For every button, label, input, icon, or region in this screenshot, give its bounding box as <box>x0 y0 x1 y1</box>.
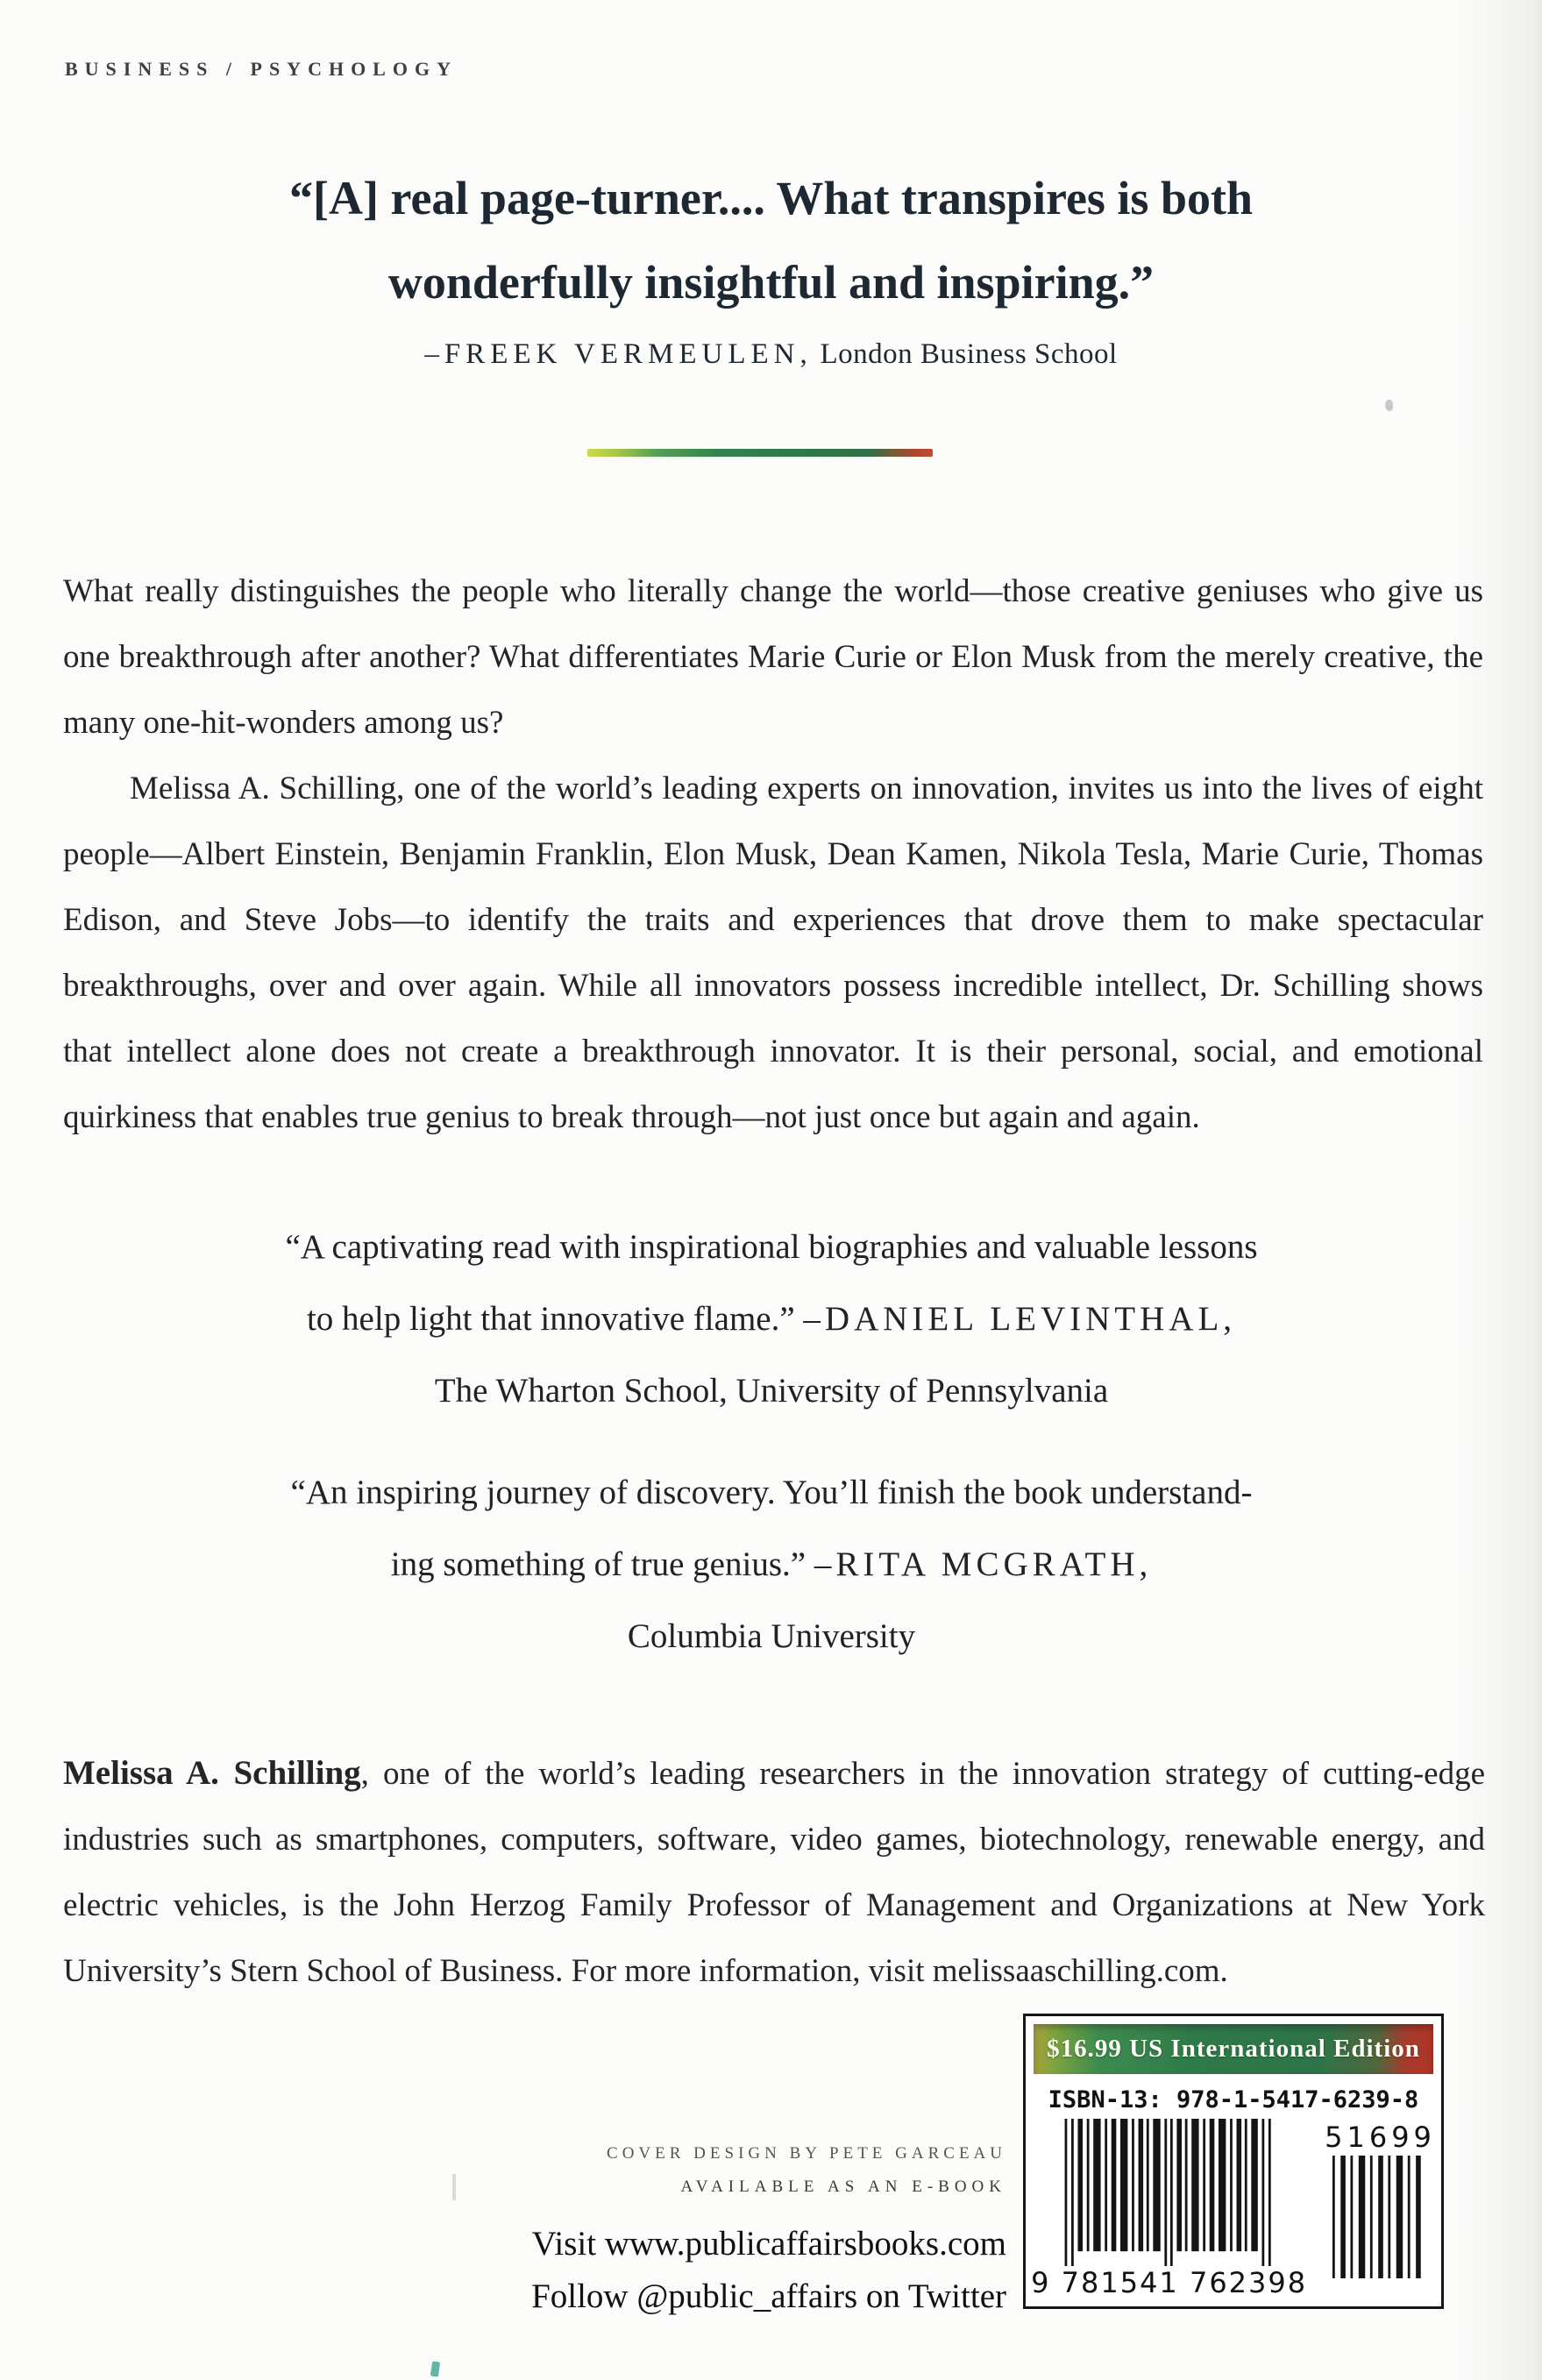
addon-digits: 51699 <box>1325 2121 1436 2154</box>
endorser-name: –DANIEL LEVINTHAL, <box>803 1300 1237 1338</box>
barcode-panel <box>1023 2014 1444 2309</box>
quote-text: ing something of true genius.” <box>390 1545 814 1583</box>
headline-line-2: wonderfully insightful and inspiring.” <box>387 256 1155 309</box>
endorsement-quote-levinthal <box>158 1211 1385 1427</box>
isbn-number: ISBN-13: 978-1-5417-6239-8 <box>1048 2086 1419 2114</box>
author-name: Melissa A. Schilling <box>63 1754 361 1792</box>
headline-attribution <box>0 338 1542 371</box>
publisher-website: Visit www.publicaffairsbooks.com <box>531 2225 1006 2263</box>
ean-barcode-bars <box>1057 2119 1282 2266</box>
price-banner <box>1034 2024 1433 2074</box>
attribution-name: –FREEK VERMEULEN, <box>424 338 813 370</box>
quote-line <box>158 1529 1385 1601</box>
quote-line <box>158 1283 1385 1355</box>
ebook-availability: AVAILABLE AS AN E-BOOK <box>680 2178 1006 2196</box>
endorser-affiliation: The Wharton School, University of Pennsylvania <box>434 1372 1109 1410</box>
author-bio <box>63 1740 1485 2004</box>
ean-digits: 9 781541 762398 <box>1031 2266 1308 2299</box>
cover-design-credit: COVER DESIGN BY PETE GARCEAU <box>607 2144 1006 2163</box>
body-paragraph-2: Melissa A. Schilling, one of the world’s leading experts on innovation, invites us into the lives of eight people—Albert Einstein, Benjamin Franklin, Elon Musk, Dean Kamen, Nikola Tesla, Marie Curie, Thomas Edison, and Steve Jobs—to identify the traits and experiences that drove them to make spectacular breakthroughs, over and over again. While all innovators possess incredible intellect, Dr. Schilling shows that intellect alone does not create a breakthrough innovator. It is their personal, social, and emotional quirkiness that enables true genius to break through—not just once but again and again. <box>63 771 1483 1135</box>
headline-line-1: “[A] real page-turner.... What transpires is both <box>288 172 1253 224</box>
headline-quote <box>0 156 1542 324</box>
barcode-row <box>1026 2119 1441 2299</box>
quote-line: “An inspiring journey of discovery. You’ll finish the book understand- <box>290 1474 1253 1511</box>
price-label: $16.99 US International Edition <box>1047 2035 1420 2063</box>
addon-barcode <box>1325 2119 1436 2278</box>
ean-barcode <box>1031 2119 1307 2299</box>
quote-line: “A captivating read with inspirational biographies and valuable lessons <box>285 1228 1258 1266</box>
publisher-twitter: Follow @public_affairs on Twitter <box>531 2277 1006 2315</box>
endorser-affiliation: Columbia University <box>627 1617 916 1655</box>
category-label: BUSINESS / PSYCHOLOGY <box>65 58 458 80</box>
endorsement-quote-mcgrath <box>158 1457 1385 1673</box>
author-bio-text: , one of the world’s leading researchers in the innovation strategy of cutting-edge industries such as smartphones, computers, software, video games, biotechnology, renewable energy, and electric vehicles, is the John Herzog Family Professor of Management and Organizations at New York University’s Stern School of Business. For more information, visit melissaaschilling.com. <box>63 1756 1485 1989</box>
endorser-name: –RITA MCGRATH, <box>814 1545 1153 1583</box>
quote-text: to help light that innovative flame.” <box>306 1300 804 1338</box>
scan-artifact-crease <box>452 2174 456 2200</box>
body-paragraph-1: What really distinguishes the people who literally change the world—those creative geniuses who give us one breakthrough after another? What differentiates Marie Curie or Elon Musk from the merely creative, the many one-hit-wonders among us? <box>63 573 1483 741</box>
publisher-footer <box>531 2144 1006 2323</box>
addon-barcode-bars <box>1329 2156 1432 2278</box>
gradient-divider-rule <box>587 449 933 457</box>
scan-artifact-speck <box>1385 400 1393 411</box>
scan-artifact-teal-mark <box>430 2361 440 2376</box>
attribution-affiliation: London Business School <box>812 338 1118 370</box>
